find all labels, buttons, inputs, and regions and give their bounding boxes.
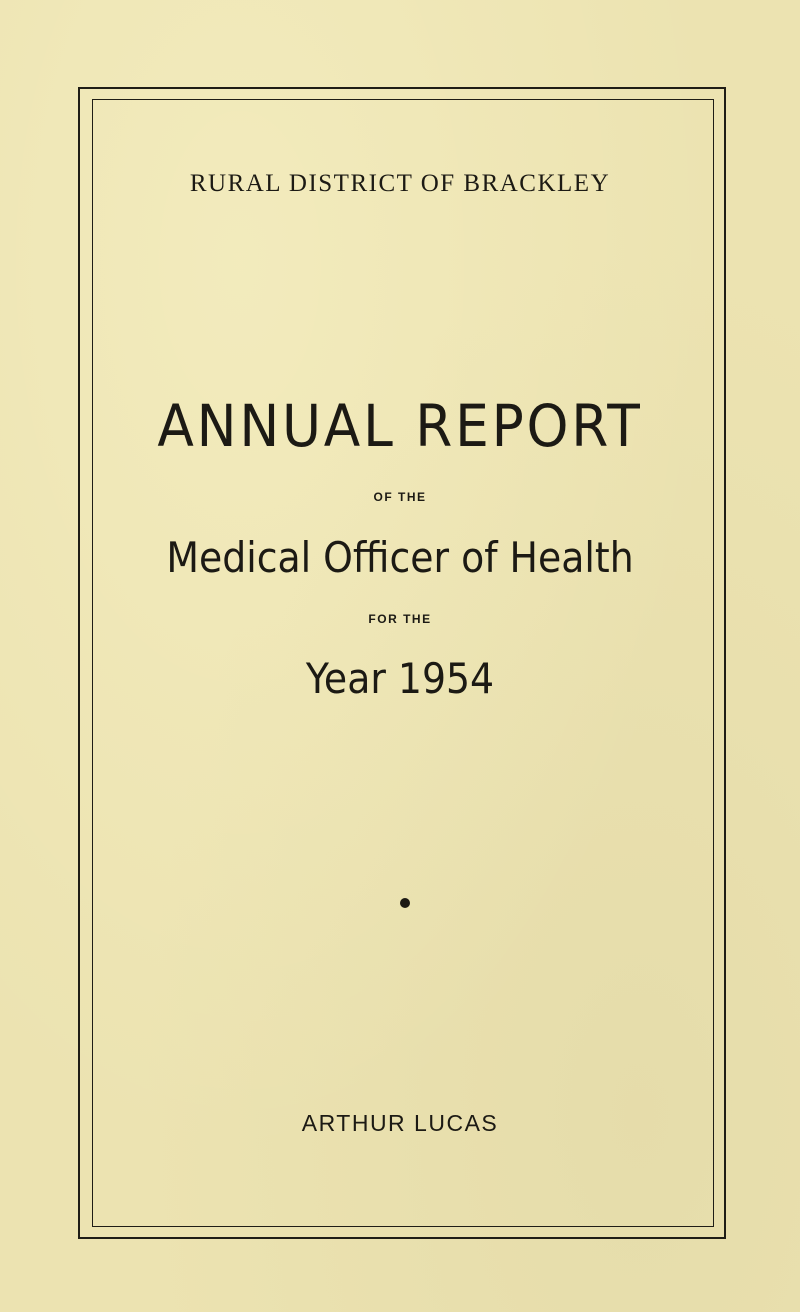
report-title: ANNUAL REPORT xyxy=(157,392,643,460)
of-the-label: OF THE xyxy=(373,490,427,504)
for-the-label: FOR THE xyxy=(368,612,432,626)
report-year: Year 1954 xyxy=(305,654,495,703)
officer-heading: Medical Officer of Health xyxy=(166,533,634,582)
district-heading: RURAL DISTRICT OF BRACKLEY xyxy=(189,170,611,197)
bullet-ornament-icon xyxy=(400,898,410,908)
author-name: ARTHUR LUCAS xyxy=(301,1110,499,1136)
